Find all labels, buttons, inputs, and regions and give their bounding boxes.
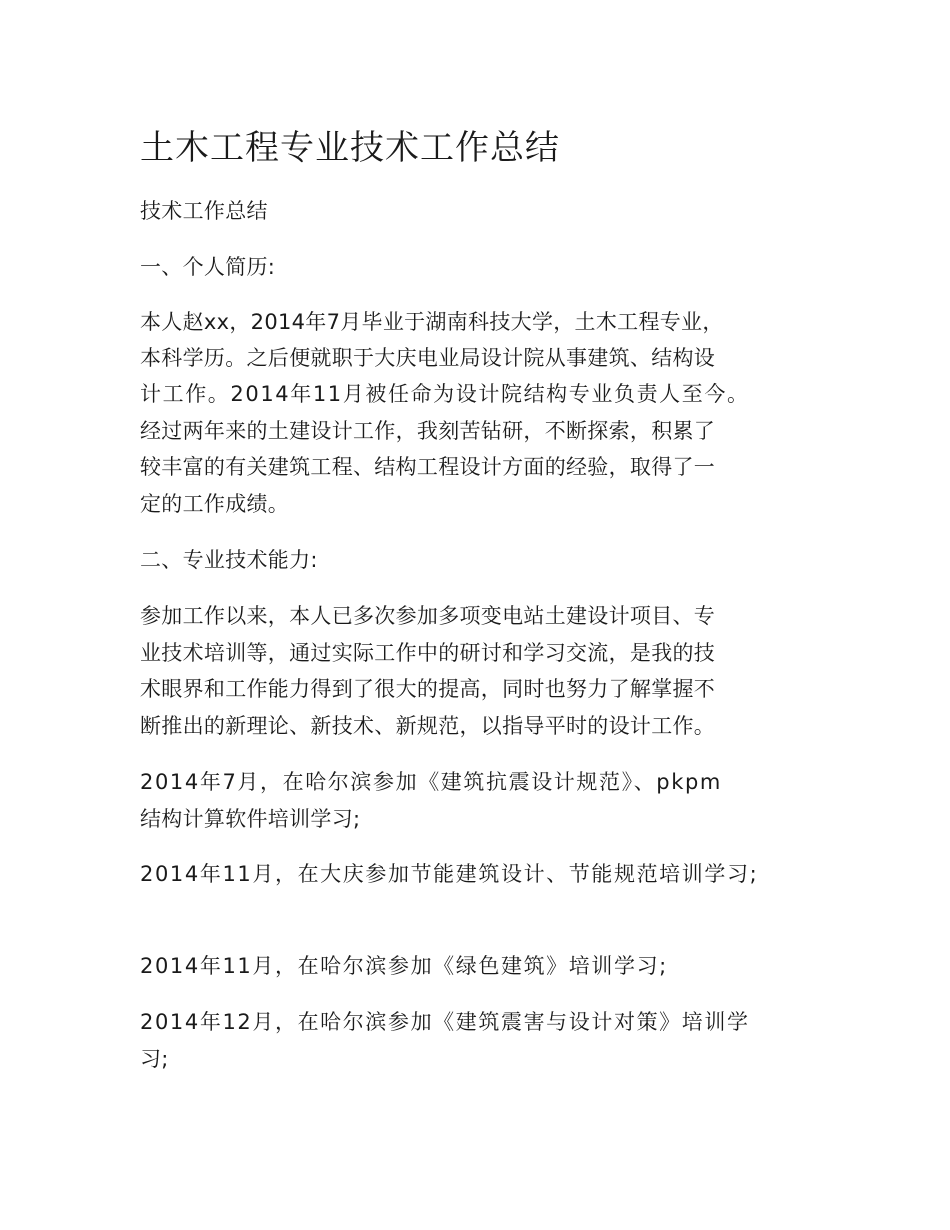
paragraph-line: 本人赵xx，2014年7月毕业于湖南科技大学，土木工程专业， — [140, 310, 724, 334]
paragraph-line: 计工作。2014年11月被任命为设计院结构专业负责人至今。 — [140, 382, 750, 406]
training-entry-line: 结构计算软件培训学习; — [140, 807, 361, 831]
paragraph-line: 较丰富的有关建筑工程、结构工程设计方面的经验，取得了一 — [140, 455, 716, 479]
training-entry-line: 2014年11月，在大庆参加节能建筑设计、节能规范培训学习; — [140, 862, 759, 886]
training-entry-line: 2014年12月，在哈尔滨参加《建筑震害与设计对策》培训学 — [140, 1010, 750, 1034]
training-entry-line: 习; — [140, 1047, 169, 1071]
document-subtitle: 技术工作总结 — [140, 199, 268, 223]
paragraph-line: 断推出的新理论、新技术、新规范，以指导平时的设计工作。 — [140, 714, 716, 738]
paragraph-line: 本科学历。之后便就职于大庆电业局设计院从事建筑、结构设 — [140, 346, 716, 370]
paragraph-line: 术眼界和工作能力得到了很大的提高，同时也努力了解掌握不 — [140, 677, 716, 701]
paragraph-line: 定的工作成绩。 — [140, 492, 290, 516]
training-entry-line: 2014年11月，在哈尔滨参加《绿色建筑》培训学习; — [140, 954, 668, 978]
paragraph-line: 业技术培训等，通过实际工作中的研讨和学习交流，是我的技 — [140, 641, 716, 665]
section-heading-resume: 一、个人简历: — [140, 255, 276, 279]
paragraph-line: 参加工作以来，本人已多次参加多项变电站土建设计项目、专 — [140, 604, 716, 628]
section-heading-skills: 二、专业技术能力: — [140, 548, 318, 572]
paragraph-line: 经过两年来的土建设计工作，我刻苦钻研，不断探索，积累了 — [140, 419, 716, 443]
document-title: 土木工程专业技术工作总结 — [140, 128, 560, 168]
training-entry-line: 2014年7月，在哈尔滨参加《建筑抗震设计规范》、pkpm — [140, 770, 722, 794]
